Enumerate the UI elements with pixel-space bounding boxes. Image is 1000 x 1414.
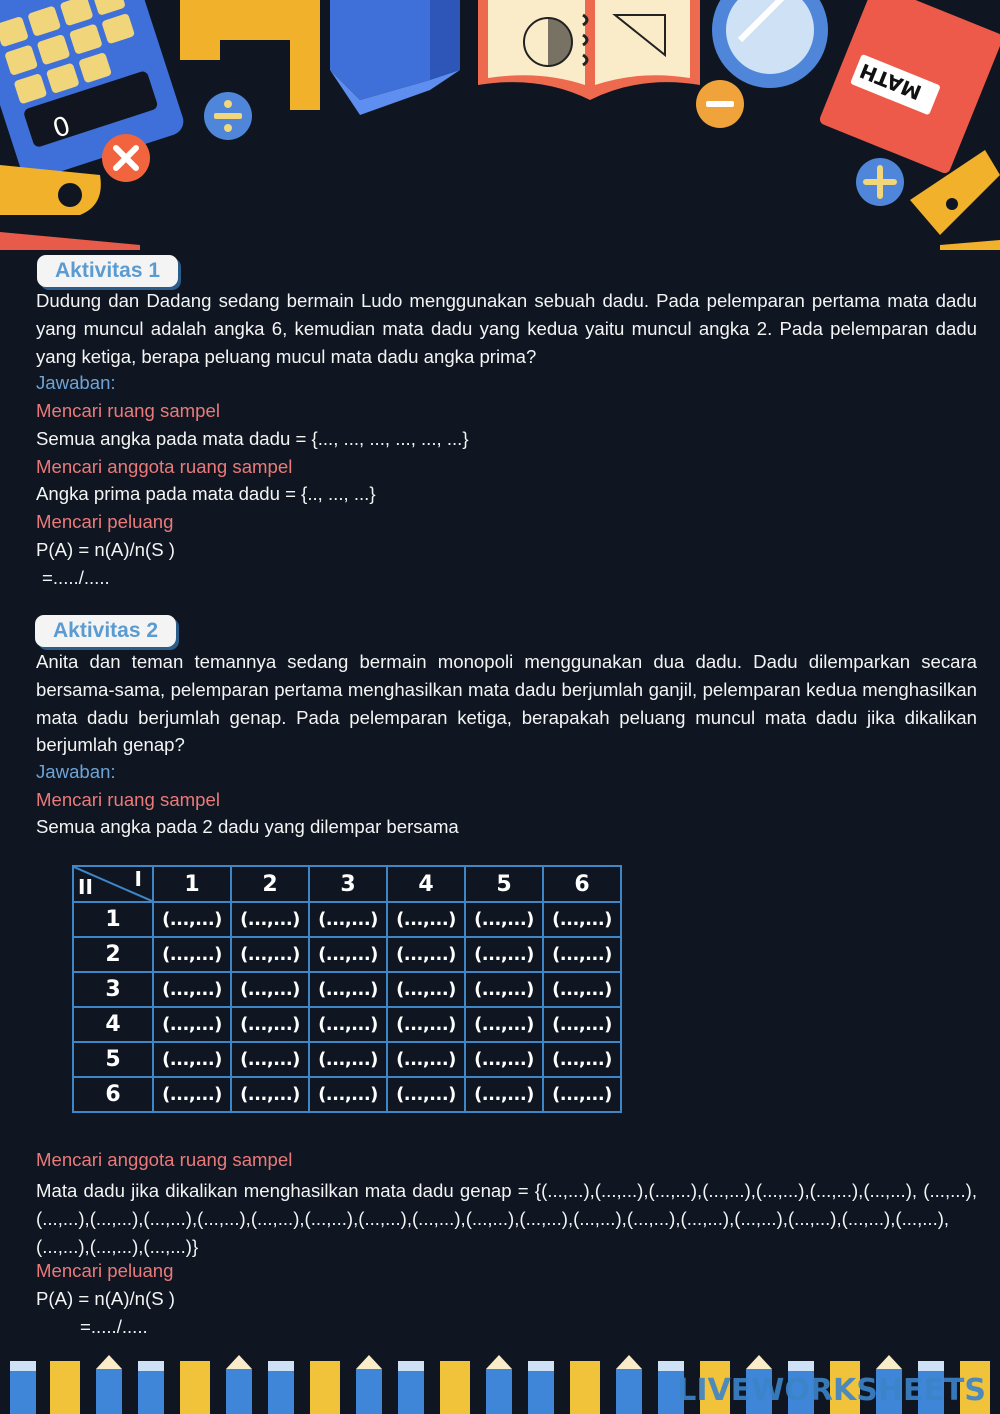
activity1-step1-text: Semua angka pada mata dadu = {..., ..., ..., ..., ..., ...} bbox=[36, 428, 469, 449]
table-cell: (...,...) bbox=[309, 937, 387, 972]
table-cell: (...,...) bbox=[387, 1007, 465, 1042]
col-header: 2 bbox=[231, 866, 309, 902]
table-row bbox=[73, 1042, 621, 1077]
table-cell: (...,...) bbox=[231, 1042, 309, 1077]
col-header: 3 bbox=[309, 866, 387, 902]
table-cell: (...,...) bbox=[153, 1007, 231, 1042]
activity2-title: Aktivitas 2 bbox=[35, 615, 176, 647]
table-cell: (...,...) bbox=[309, 902, 387, 937]
corner-row-label: II bbox=[78, 875, 93, 899]
table-cell: (...,...) bbox=[465, 937, 543, 972]
activity2-step2-heading: Mencari anggota ruang sampel bbox=[36, 1149, 293, 1170]
table-cell: (...,...) bbox=[231, 1077, 309, 1112]
table-header-row bbox=[73, 866, 621, 902]
calculator-icon bbox=[0, 0, 187, 183]
col-header: 6 bbox=[543, 866, 621, 902]
activity2-question: Anita dan teman temannya sedang bermain monopoli menggunakan dua dadu. Dadu dilemparkan secara bersama-sama, pelemparan pertama menghasilkan mata dadu berjumlah ganjil, pelemparan kedua menghasilkan mata dadu berjumlah genap. Pada pelemparan ketiga, berapakah peluang muncul mata dadu jika dikalikan berjumlah genap? bbox=[36, 651, 977, 756]
row-header: 6 bbox=[73, 1077, 153, 1112]
table-cell: (...,...) bbox=[543, 1077, 621, 1112]
row-header: 1 bbox=[73, 902, 153, 937]
table-corner-cell bbox=[73, 866, 153, 902]
activity1-question: Dudung dan Dadang sedang bermain Ludo menggunakan sebuah dadu. Pada pelemparan pertama mata dadu yang muncul adalah angka 6, kemudian mata dadu yang kedua yaitu muncul angka 2. Pada pelemparan dadu yang ketiga, berapa peluang mucul mata dadu angka prima? bbox=[36, 290, 977, 367]
table-cell: (...,...) bbox=[387, 902, 465, 937]
liveworksheets-watermark: LIVEWORKSHEETS bbox=[677, 1373, 986, 1408]
table-row bbox=[73, 902, 621, 937]
activity2-answer-label: Jawaban: bbox=[36, 761, 116, 782]
activity2-step1-heading: Mencari ruang sampel bbox=[36, 789, 220, 810]
activity1-step2-heading: Mencari anggota ruang sampel bbox=[36, 456, 293, 477]
table-cell: (...,...) bbox=[153, 902, 231, 937]
table-cell: (...,...) bbox=[543, 902, 621, 937]
activity1-formula: P(A) = n(A)/n(S ) bbox=[36, 539, 175, 560]
activity2-step3-heading: Mencari peluang bbox=[36, 1260, 174, 1281]
activity2-formula: P(A) = n(A)/n(S ) bbox=[36, 1288, 175, 1309]
table-cell: (...,...) bbox=[309, 1077, 387, 1112]
table-cell: (...,...) bbox=[387, 1077, 465, 1112]
table-cell: (...,...) bbox=[387, 937, 465, 972]
activity2-step1-text: Semua angka pada 2 dadu yang dilempar bersama bbox=[36, 816, 459, 837]
table-cell: (...,...) bbox=[309, 972, 387, 1007]
svg-text:0: 0 bbox=[48, 108, 74, 142]
table-cell: (...,...) bbox=[231, 902, 309, 937]
table-cell: (...,...) bbox=[465, 972, 543, 1007]
header-illustration bbox=[0, 0, 1000, 250]
activity1-answer-label: Jawaban: bbox=[36, 372, 116, 393]
table-cell: (...,...) bbox=[231, 1007, 309, 1042]
svg-text:MATH: MATH bbox=[856, 58, 925, 105]
table-cell: (...,...) bbox=[153, 972, 231, 1007]
corner-col-label: I bbox=[134, 867, 142, 891]
table-row bbox=[73, 1007, 621, 1042]
table-cell: (...,...) bbox=[543, 972, 621, 1007]
table-cell: (...,...) bbox=[387, 972, 465, 1007]
table-cell: (...,...) bbox=[543, 1042, 621, 1077]
table-cell: (...,...) bbox=[387, 1042, 465, 1077]
row-header: 4 bbox=[73, 1007, 153, 1042]
table-cell: (...,...) bbox=[153, 1042, 231, 1077]
table-cell: (...,...) bbox=[231, 972, 309, 1007]
col-header: 4 bbox=[387, 866, 465, 902]
col-header: 1 bbox=[153, 866, 231, 902]
table-cell: (...,...) bbox=[231, 937, 309, 972]
sample-space-table bbox=[72, 865, 622, 1113]
activity1-step1-heading: Mencari ruang sampel bbox=[36, 400, 220, 421]
table-cell: (...,...) bbox=[465, 1042, 543, 1077]
table-row bbox=[73, 972, 621, 1007]
activity1-result: =...../..... bbox=[42, 567, 110, 588]
activity2-step2-text: Mata dadu jika dikalikan menghasilkan mata dadu genap = {(...,...),(...,...),(...,...),(...,...),(...,...),(...,...),(...,...), (...,...),(...,...),(...,...),(...,...),(...,...),(...,...),(...,...),(...,...),(...,...),(...,...),(...,...),(...,...),(...,...),(...,...),(...,...),(...,...),(...,...),(...,...), (...,...),(...,...),(...,...)} bbox=[36, 1180, 977, 1257]
col-header: 5 bbox=[465, 866, 543, 902]
activity1-step2-text: Angka prima pada mata dadu = {.., ..., ...} bbox=[36, 483, 376, 504]
table-cell: (...,...) bbox=[465, 1077, 543, 1112]
table-cell: (...,...) bbox=[153, 937, 231, 972]
row-header: 2 bbox=[73, 937, 153, 972]
activity1-title: Aktivitas 1 bbox=[37, 255, 178, 287]
table-cell: (...,...) bbox=[309, 1007, 387, 1042]
footer-decoration bbox=[0, 1355, 1000, 1414]
row-header: 3 bbox=[73, 972, 153, 1007]
table-cell: (...,...) bbox=[543, 1007, 621, 1042]
table-cell: (...,...) bbox=[543, 937, 621, 972]
table-cell: (...,...) bbox=[153, 1077, 231, 1112]
math-supplies-illustration bbox=[0, 0, 1000, 250]
activity1-step3-heading: Mencari peluang bbox=[36, 511, 174, 532]
table-row bbox=[73, 1077, 621, 1112]
table-cell: (...,...) bbox=[465, 1007, 543, 1042]
activity2-result: =...../..... bbox=[80, 1316, 148, 1337]
table-cell: (...,...) bbox=[309, 1042, 387, 1077]
table-cell: (...,...) bbox=[465, 902, 543, 937]
table-row bbox=[73, 937, 621, 972]
row-header: 5 bbox=[73, 1042, 153, 1077]
